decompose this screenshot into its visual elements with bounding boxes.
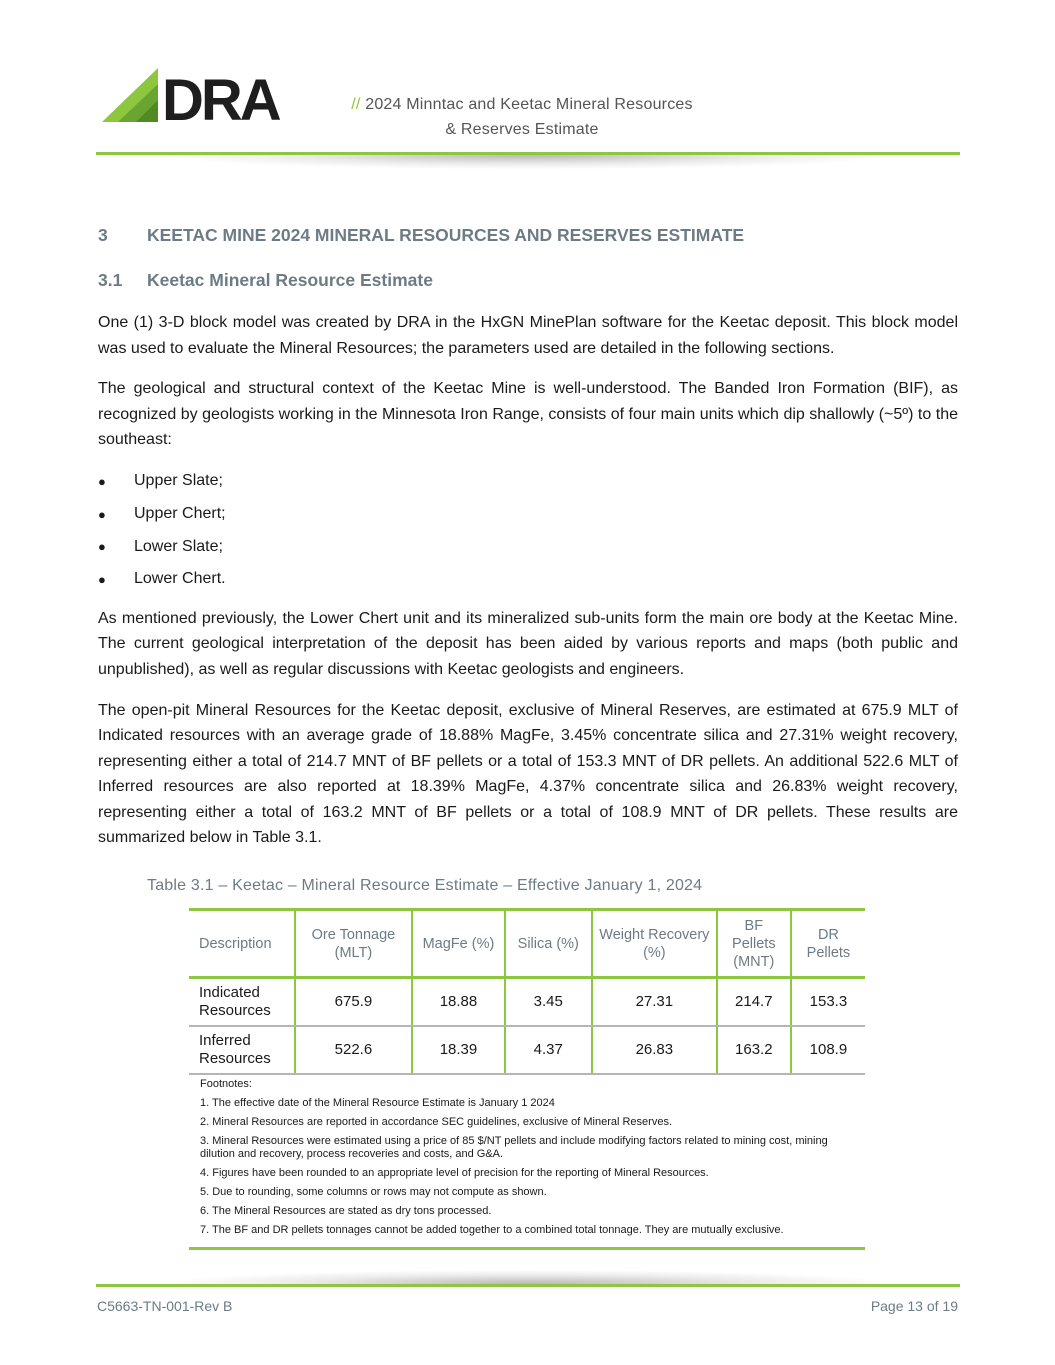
cell-description: Indicated Resources bbox=[189, 978, 295, 1026]
footnote: 6. The Mineral Resources are stated as dry tons processed. bbox=[200, 1205, 492, 1217]
cell-dr-pellets: 108.9 bbox=[791, 1026, 865, 1074]
subsection-heading bbox=[98, 266, 958, 294]
footnotes-title: Footnotes: bbox=[200, 1078, 252, 1090]
header-bf-pellets: BF Pellets (MNT) bbox=[717, 910, 791, 978]
cell-silica: 4.37 bbox=[505, 1026, 592, 1074]
header-magfe: MagFe (%) bbox=[412, 910, 504, 978]
list-item: ● Lower Slate; bbox=[98, 537, 223, 555]
page-header bbox=[96, 64, 960, 160]
table-row bbox=[189, 1026, 865, 1074]
list-item: ● Upper Slate; bbox=[98, 472, 223, 490]
bullet-icon: ● bbox=[98, 571, 106, 587]
paragraph-interpretation: As mentioned previously, the Lower Chert unit and its mineralized sub-units form the main ore body at the Keetac Mine. The current geological interpretation of the deposit has been aided by various reports and maps (both public and unpublished), as well as regular discussions with Keetac geologists and engineers. bbox=[98, 609, 958, 678]
page-content bbox=[98, 221, 958, 851]
paragraph-block-model: One (1) 3-D block model was created by DRA in the HxGN MinePlan software for the Keetac deposit. This block model was used to evaluate the Mineral Resources; the parameters used are detailed in the following sections. bbox=[98, 314, 958, 357]
document-id: C5663-TN-001-Rev B bbox=[97, 1298, 233, 1314]
footnote: 4. Figures have been rounded to an appropriate level of precision for the reporting of Mineral Resources. bbox=[200, 1167, 709, 1179]
cell-bf-pellets: 163.2 bbox=[717, 1026, 791, 1074]
title-line-1: 2024 Minntac and Keetac Mineral Resources bbox=[365, 96, 693, 113]
cell-weight-recovery: 27.31 bbox=[592, 978, 717, 1026]
subsection-number: 3.1 bbox=[98, 269, 123, 290]
cell-description: Inferred Resources bbox=[189, 1026, 295, 1074]
list-item: ● Lower Chert. bbox=[98, 570, 226, 588]
table-row bbox=[189, 978, 865, 1026]
header-description: Description bbox=[189, 910, 295, 978]
bullet-icon: ● bbox=[98, 473, 106, 489]
list-item: ● Upper Chert; bbox=[98, 505, 226, 522]
footer-divider bbox=[96, 1284, 960, 1287]
bullet-icon: ● bbox=[98, 506, 106, 522]
header-silica: Silica (%) bbox=[505, 910, 592, 978]
title-prefix: // bbox=[351, 96, 361, 113]
paragraph-resource-summary: The open-pit Mineral Resources for the Keetac deposit, exclusive of Mineral Reserves, are estimated at 675.9 MLT of Indicated resources with an average grade of 18.88% MagFe, 3.45% concentrate silica and 27.31% weight recovery, representing either a total of 214.7 MNT of BF pellets or a total of 153.3 MNT of DR pellets. An additional 522.6 MLT of Inferred resources are also reported at 18.39% MagFe, 4.37% concentrate silica and 26.83% weight recovery, representing either a total of 163.2 MNT of BF pellets or a total of 108.9 MNT of DR pellets. These results are summarized below in Table 3.1. bbox=[98, 701, 958, 847]
cell-ore-tonnage: 675.9 bbox=[295, 978, 413, 1026]
resource-table bbox=[189, 908, 865, 1075]
header-weight-recovery: Weight Recovery (%) bbox=[592, 910, 717, 978]
header-shadow bbox=[166, 155, 890, 169]
section-title: KEETAC MINE 2024 MINERAL RESOURCES AND RESERVES ESTIMATE bbox=[147, 224, 745, 245]
table-caption: Table 3.1 – Keetac – Mineral Resource Estimate – Effective January 1, 2024 bbox=[147, 877, 703, 894]
unit-list bbox=[98, 465, 958, 596]
page-number: Page 13 of 19 bbox=[870, 1298, 958, 1314]
cell-bf-pellets: 214.7 bbox=[717, 978, 791, 1026]
title-line-2: & Reserves Estimate bbox=[445, 121, 599, 138]
header-ore-tonnage: Ore Tonnage (MLT) bbox=[295, 910, 413, 978]
logo-text: DRA bbox=[162, 68, 279, 126]
footnote: 7. The BF and DR pellets tonnages cannot be added together to a combined total tonnage. They are mutually exclusive. bbox=[200, 1224, 784, 1236]
cell-dr-pellets: 153.3 bbox=[791, 978, 865, 1026]
cell-silica: 3.45 bbox=[505, 978, 592, 1026]
paragraph-geology: The geological and structural context of the Keetac Mine is well-understood. The Banded Iron Formation (BIF), as recognized by geologists working in the Minnesota Iron Range, consists of four main units which dip shallowly (~5º) to the southeast: bbox=[98, 380, 958, 449]
cell-weight-recovery: 26.83 bbox=[592, 1026, 717, 1074]
bullet-icon: ● bbox=[98, 539, 106, 555]
table-footnotes bbox=[189, 1078, 865, 1250]
footnote: 2. Mineral Resources are reported in accordance SEC guidelines, exclusive of Mineral Reserves. bbox=[200, 1116, 673, 1128]
cell-magfe: 18.39 bbox=[412, 1026, 504, 1074]
dra-logo bbox=[100, 66, 316, 126]
document-title bbox=[332, 92, 712, 142]
section-heading bbox=[98, 221, 958, 249]
footer-shadow bbox=[166, 1270, 890, 1284]
cell-magfe: 18.88 bbox=[412, 978, 504, 1026]
cell-ore-tonnage: 522.6 bbox=[295, 1026, 413, 1074]
section-number: 3 bbox=[98, 224, 108, 245]
footnote: 3. Mineral Resources were estimated using a price of 85 $/NT pellets and include modifying factors related to mining cost, mining dilution and recovery, process recoveries and costs, and G&A. bbox=[200, 1135, 828, 1160]
footnote: 1. The effective date of the Mineral Resource Estimate is January 1 2024 bbox=[200, 1097, 555, 1109]
table-header-row bbox=[189, 910, 865, 978]
header-dr-pellets: DR Pellets bbox=[791, 910, 865, 978]
footnote: 5. Due to rounding, some columns or rows may not compute as shown. bbox=[200, 1186, 547, 1198]
subsection-title: Keetac Mineral Resource Estimate bbox=[147, 269, 433, 290]
